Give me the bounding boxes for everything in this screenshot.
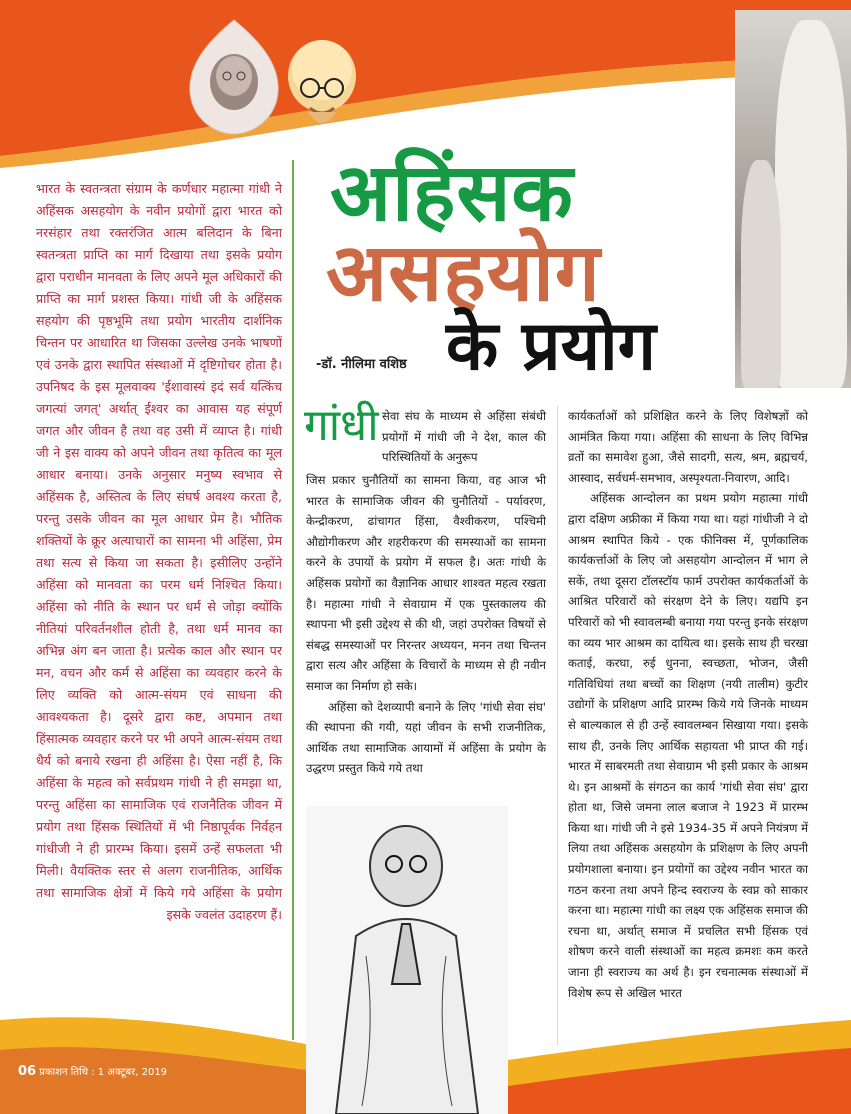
col2-paragraph-2: अहिंसक आन्दोलन का प्रथम प्रयोग महात्मा गांधी द्वारा दक्षिण अफ्रीका में किया गया था। यहां गांधीजी ने दो आश्रम स्थापित किये - एक फीनिक्स में, पूर्णकालिक कार्यकर्त्ताओं के लिए जो असहयोग आन्दोलन में भाग ले सकें, तथा दूसरा टॉलस्टॉय फार्म उपरोक्त कार्यकर्ताओं के आश्रित परिवारों को संरक्षण देने के लिए। यद्यपि इन परिवारों को भी स्वावलम्बी बनाया गया परन्तु इनके संरक्षण का व्यय भार आश्रम का दायित्व था। इसके साथ ही चरखा कताई, करघा, रुई धुनना, स्वच्छता, भोजन, जैसी गतिविधियां तथा बच्चों का शिक्षण (नयी तालीम) कुटीर उद्योगों के प्रशिक्षण आदि प्रारम्भ किये गये जिनके माध्यम से बाल्यकाल से ही उन्हें स्वावलम्बन सिखाया गया। इसके साथ ही, उनके लिए आर्थिक सहायता भी प्राप्त की गई। भारत में साबरमती तथा सेवाग्राम भी इसी प्रकार के आश्रम थे। इन आश्रमों के संगठन का कार्य 'गांधी सेवा संघ' द्वारा होता था, जिसे जमना लाल बजाज ने 1923 में प्रारम्भ किया था। गांधी जी ने इसे 1934-35 में अपने नियंत्रण में लिया तथा अहिंसक असहयोग के प्रशिक्षण के लिए अपनी प्रयोगशाला बनाया। इन प्रयोगों का उद्देश्य नवीन भारत का गठन करना तथा अपने हिन्द स्वराज्य के स्वप्न को साकार करना था। महात्मा गांधी का लक्ष्य एक अहिंसक समाज की रचना था, अर्थात् समाज में प्रचलित सभी हिंसक एवं शोषण करने वाली संस्थाओं का महत्व क्रमशः कम करते जाना ही स्वराज्य का अर्थ है। इन रचनात्मक संस्थाओं में विशेष रूप से अखिल भारत — [568, 491, 809, 1000]
title-line-3: के प्रयोग — [446, 307, 656, 386]
dropcap-word: गांधी — [304, 400, 379, 451]
col1-lead — [382, 406, 546, 468]
title-line-1: अहिंसक — [330, 146, 574, 239]
issue-date: प्रकाशन तिथि : 1 अक्टूबर, 2019 — [39, 1067, 168, 1078]
gandhi-leaf-portrait — [186, 18, 282, 136]
column-divider — [292, 160, 294, 1040]
title-line-2: असहयोग — [326, 226, 601, 319]
author-byline: -डॉ. नीलिमा वशिष्ठ — [316, 357, 407, 372]
intro-text: भारत के स्वतन्त्रता संग्राम के कर्णधार महात्मा गांधी ने अहिंसक असहयोग के नवीन प्रयोगों द्वारा भारत को नरसंहार तथा रक्तरंजित आत्म बलिदान के बिना स्वतन्त्रता प्राप्ति का मार्ग दिखाया तथा इसके प्रयोग द्वारा पराधीन मानवता के लिए अपने मूल अधिकारों की प्राप्ति का मार्ग प्रशस्त किया। गांधी जी के अहिंसक सहयोग की पृष्ठभूमि तथा प्रयोग भारतीय दार्शनिक चिन्तन पर आधारित था जिसका उल्लेख उनके भाषणों एवं उनके द्वारा स्थापित संस्थाओं में दृष्टिगोचर होता है। उपनिषद के इस मूलवाक्य 'ईशावास्यं इदं सर्व यत्किंच जगत्यां जगत्' अर्थात् ईश्वर का आवास यह संपूर्ण जगत और जीवन है तथा वह उसी में व्याप्त है। गांधी जी ने इस वाक्य को अपने जीवन तथा कृतित्व का मूल आधार बनाया। उनके अनुसार मनुष्य स्वभाव से अहिंसक है, अस्तित्व के लिए संघर्ष अवश्य करता है, परन्तु उसके जीवन का मूल आधार प्रेम है। भौतिक शक्तियों के क्रूर अत्याचारों का सामना भी अहिंसा, प्रेम तथा सत्य से किया जा सकता है। इसीलिए उन्होंने अहिंसा को मानवता का परम धर्म निश्चित किया। अहिंसा को नीति के स्थान पर धर्म से जोड़ा क्योंकि नीतियां परिवर्तनशील होती है, तथा धर्म मानव का अभिन्न अंग बन जाता है। प्रत्येक काल और स्थान पर मन, वचन और कर्म से अहिंसा का व्यवहार करने के लिए व्यक्ति को आत्म-संयम एवं साधना की आवश्यकता है। दूसरे द्वारा कष्ट, अपमान तथा हिंसात्मक व्यवहार करने पर भी अपने आत्म-संयम तथा धैर्य को बनाये रखना ही अहिंसा है। ऐसा नहीं है, कि अहिंसा के महत्व को सर्वप्रथम गांधी ने ही समझा था, परन्तु अहिंसा का सामाजिक एवं राजनैतिक जीवन में प्रयोग तथा हिंसक स्थितियों में भी निष्ठापूर्वक निर्वहन गांधीजी ने ही प्रारम्भ किया। इसमें उन्हें सफलता भी मिली। वैयक्तिक स्तर से अलग राजनीतिक, आर्थिक तथा सामाजिक क्षेत्रों में किये गये अहिंसा के प्रयोग इसके ज्वलंत उदाहरण हैं। — [36, 181, 282, 922]
footer-band — [0, 1000, 851, 1114]
gandhi-caricature-icon — [280, 30, 364, 142]
footer — [18, 1064, 167, 1079]
col1-paragraph-2: अहिंसा को देशव्यापी बनाने के लिए 'गांधी सेवा संघ' की स्थापना की गयी, यहां जीवन के सभी राजनीतिक, आर्थिक तथा सामाजिक आयामों में अहिंसा के प्रयोग के उद्धरण प्रस्तुत किये गये तथा — [306, 699, 546, 776]
col2-body — [568, 406, 808, 1003]
col1-body — [306, 470, 546, 779]
col1-lead-text: सेवा संघ के माध्यम से अहिंसा संबंधी प्रयोगों में गांधी जी ने देश, काल की परिस्थितियों के अनुरूप — [382, 409, 546, 465]
column-separator — [557, 406, 558, 1046]
page-number: 06 — [18, 1064, 37, 1079]
col1-paragraph-1: जिस प्रकार चुनौतियों का सामना किया, वह आज भी भारत के सामाजिक जीवन की चुनौतियों - पर्यावरण, केन्द्रीकरण, ढांचागत हिंसा, वैश्वीकरण, पश्चिमी औद्योगीकरण और शहरीकरण की समस्याओं का सामना करने के उपायों के प्रयोग में सफल है। अतः गांधी के अहिंसक प्रयोगों का वैज्ञानिक आधार शाश्वत महत्व रखता है। महात्मा गांधी ने सेवाग्राम में एक पुस्तकालय की स्थापना भी इसी उद्देश्य से की थी, जहां उपरोक्त विषयों से संबद्ध समस्याओं पर निरन्तर अध्ययन, मनन तथा चिन्तन द्वारा सत्य और अहिंसा के विचारों के माध्यम से ही नवीन समाज का निर्माण हो सके। — [306, 473, 546, 693]
col2-paragraph-1: कार्यकर्ताओं को प्रशिक्षित करने के लिए विशेषज्ञों को आमंत्रित किया गया। अहिंसा की साधना के लिए विभिन्न व्रतों का समावेश हुआ, जैसे सादगी, सत्य, श्रम, ब्रह्मचर्य, आस्वाद, सर्वधर्म-समभाव, अस्पृश्यता-निवारण, आदि। — [568, 409, 808, 485]
gandhi-walking-photo — [735, 10, 851, 388]
